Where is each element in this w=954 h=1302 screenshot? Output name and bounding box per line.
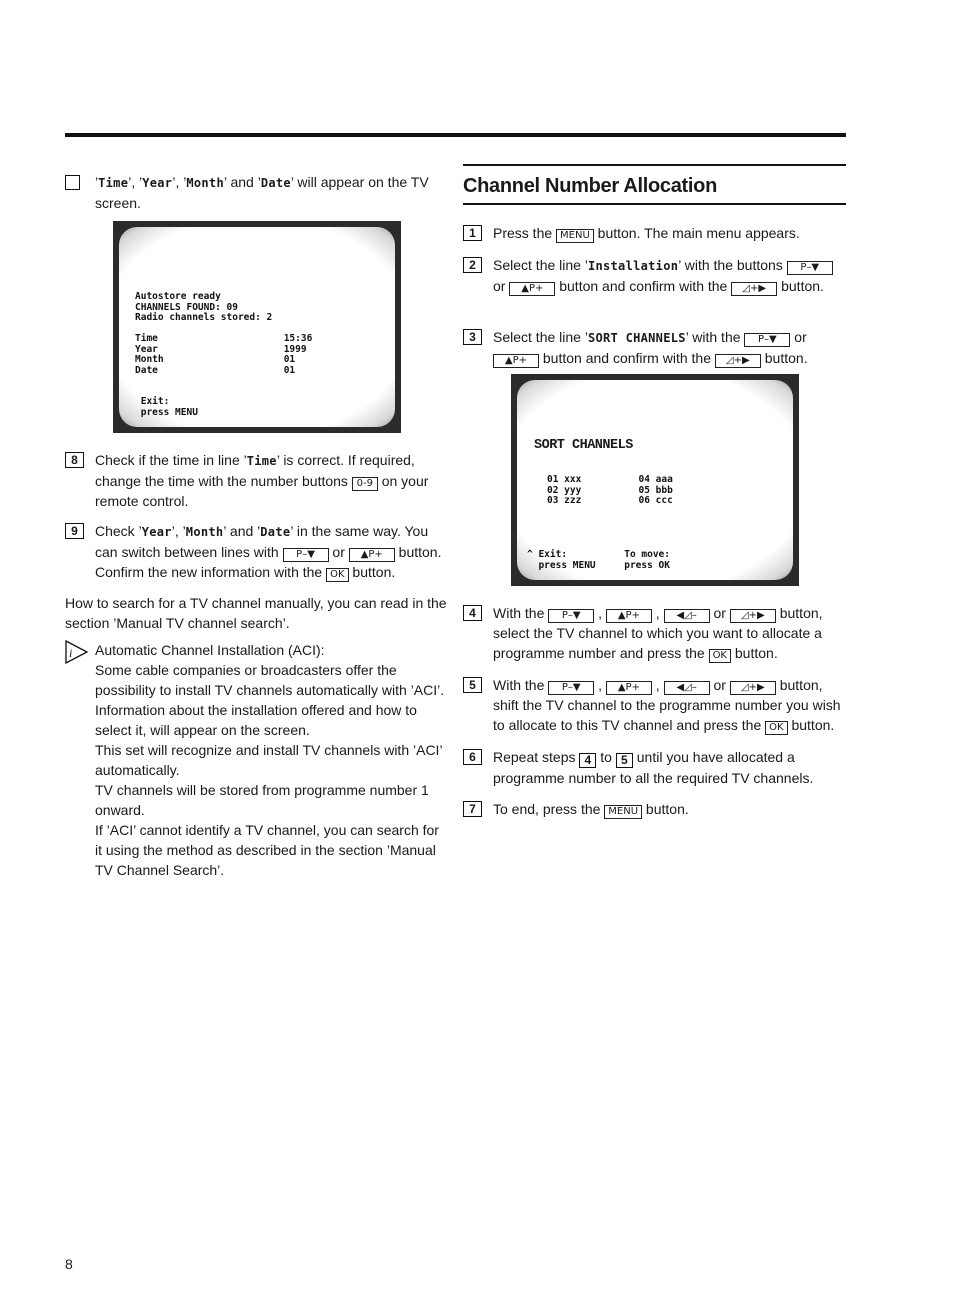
step-5: 5 With the P–▼ , ▲P+ , ◀◿– or ◿+▶ button, shift the TV channel to the programme number you wish to allocate to this TV channel and press the OK button. [463,675,846,735]
step-7: 7 To end, press the MENU button. [463,799,846,819]
step-3: 3 Select the line ’SORT CHANNELS’ with the P–▼ or ▲P+ button and confirm with the ◿+▶ button. [463,327,846,368]
step-ref-4: 4 [579,753,596,768]
step-4: 4 With the P–▼ , ▲P+ , ◀◿– or ◿+▶ button, select the TV channel to which you want to allocate a programme number and press the OK button. [463,603,846,663]
code-sort-channels: SORT CHANNELS [587,331,686,345]
intro-paragraph: ’Time’, ’Year’, ’Month’ and ’Date’ will appear on the TV screen. [65,172,449,212]
step-8: 8 Check if the time in line ’Time’ is correct. If required, change the time with the number buttons 0-9 on your remote control. [65,450,449,511]
step-number-4: 4 [463,605,482,621]
step-number-3: 3 [463,329,482,345]
code-time: Time [98,176,129,190]
tv-screen-footer: ^ Exit: To move: press MENU press OK [527,549,670,571]
aci-paragraph-4: If ’ACI’ cannot identify a TV channel, you can search for it using the method as described in the section ’Manual TV Channel Search’. [95,822,439,878]
step-number-6: 6 [463,749,482,765]
p-minus-key-icon: P–▼ [548,609,594,623]
step-1: 1 Press the MENU button. The main menu appears. [463,223,846,243]
manual-search-note: How to search for a TV channel manually, you can read in the section ’Manual TV channel search’. [65,595,447,631]
step-6: 6 Repeat steps 4 to 5 until you have allocated a programme number to all the required TV channels. [463,747,846,788]
volume-plus-key-icon: ◿+▶ [730,609,776,623]
volume-plus-key-icon: ◿+▶ [731,282,777,296]
tv-screen-sort-channels [511,374,799,586]
step-number-1: 1 [463,225,482,241]
code-year: Year [141,525,172,539]
p-minus-key-icon: P–▼ [744,333,790,347]
code-month: Month [186,176,224,190]
p-minus-key-icon: P–▼ [283,548,329,562]
menu-key-icon: MENU [604,805,642,819]
section-heading: Channel Number Allocation [463,164,846,205]
volume-plus-key-icon: ◿+▶ [730,681,776,695]
step-ref-5: 5 [616,753,633,768]
aci-note [65,640,449,880]
step-number-9: 9 [65,523,84,539]
volume-minus-key-icon: ◀◿– [664,609,710,623]
tv-screen-autostore [113,221,401,433]
checkbox-icon [65,175,80,190]
aci-title: Automatic Channel Installation (ACI): [95,642,325,658]
step-number-5: 5 [463,677,482,693]
svg-text:i: i [69,646,73,660]
aci-paragraph-1: Some cable companies or broadcasters offer the possibility to install TV channels automatically with ’ACI’. Information about the installation offered and how to select it, will appear on the screen. [95,662,445,738]
page-number: 8 [65,1256,73,1272]
p-minus-key-icon: P–▼ [548,681,594,695]
p-plus-key-icon: ▲P+ [606,681,652,695]
tv-screen-text: Autostore ready CHANNELS FOUND: 09 Radio channels stored: 2 Time 15:36 Year 1999 Month 01 Date 01 Exit: press MENU [135,291,313,418]
step-2: 2 Select the line ’Installation’ with the buttons P–▼ or ▲P+ button and confirm with the ◿+▶ button. [463,255,846,296]
code-month: Month [185,525,224,539]
code-installation: Installation [587,259,679,273]
step-number-7: 7 [463,801,482,817]
step-9: 9 Check ’Year’, ’Month’ and ’Date’ in the same way. You can switch between lines with P–▼ or ▲P+ button. Confirm the new information with the OK button. [65,521,449,582]
ok-key-icon: OK [326,568,348,582]
p-plus-key-icon: ▲P+ [509,282,555,296]
number-keys-icon: 0-9 [352,477,378,491]
p-plus-key-icon: ▲P+ [606,609,652,623]
code-year: Year [142,176,173,190]
step-number-2: 2 [463,257,482,273]
p-plus-key-icon: ▲P+ [349,548,395,562]
code-time: Time [246,454,277,468]
step-number-8: 8 [65,452,84,468]
right-column [463,164,846,817]
left-column [65,172,449,878]
ok-key-icon: OK [765,721,787,735]
volume-minus-key-icon: ◀◿– [664,681,710,695]
menu-key-icon: MENU [556,229,594,243]
aci-paragraph-3: TV channels will be stored from programme number 1 onward. [95,782,429,818]
p-plus-key-icon: ▲P+ [493,354,539,368]
ok-key-icon: OK [709,649,731,663]
info-icon [65,640,89,664]
volume-plus-key-icon: ◿+▶ [715,354,761,368]
aci-paragraph-2: This set will recognize and install TV channels with ’ACI’ automatically. [95,742,443,778]
top-rule [65,133,846,137]
code-date: Date [260,176,291,190]
p-minus-key-icon: P–▼ [787,261,833,275]
tv-screen-title: SORT CHANNELS [534,438,633,453]
tv-screen-channel-list: 01 xxx 04 aaa 02 yyy 05 bbb 03 zzz 06 ccc [547,474,673,506]
code-date: Date [260,525,291,539]
